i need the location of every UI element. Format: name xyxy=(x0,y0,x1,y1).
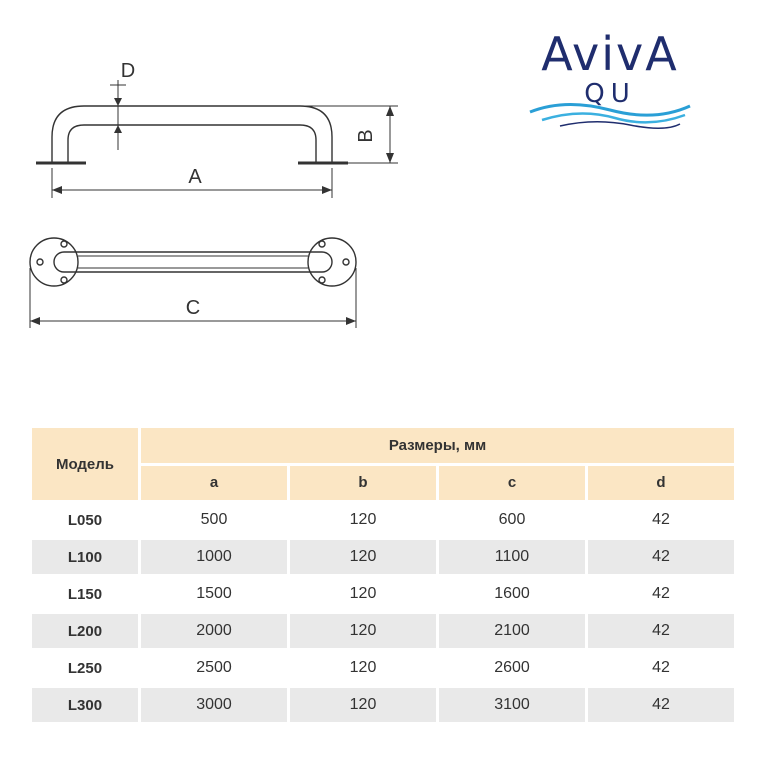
value-cell: 42 xyxy=(588,503,734,537)
model-cell: L300 xyxy=(32,688,138,722)
value-cell: 42 xyxy=(588,614,734,648)
value-cell: 42 xyxy=(588,540,734,574)
table-row xyxy=(32,688,734,722)
model-cell: L100 xyxy=(32,540,138,574)
value-cell: 120 xyxy=(290,540,436,574)
dimensions-table xyxy=(29,425,737,725)
value-cell: 42 xyxy=(588,651,734,685)
dim-label-c: C xyxy=(185,297,201,319)
value-cell: 1000 xyxy=(141,540,287,574)
dimensions-group-header: Размеры, мм xyxy=(141,428,734,463)
value-cell: 120 xyxy=(290,503,436,537)
column-header-a: a xyxy=(141,466,287,501)
value-cell: 1100 xyxy=(439,540,585,574)
value-cell: 120 xyxy=(290,651,436,685)
model-cell: L200 xyxy=(32,614,138,648)
value-cell: 500 xyxy=(141,503,287,537)
value-cell: 2600 xyxy=(439,651,585,685)
logo-bottom-text: QU xyxy=(584,79,636,109)
value-cell: 120 xyxy=(290,688,436,722)
value-cell: 42 xyxy=(588,688,734,722)
value-cell: 2500 xyxy=(141,651,287,685)
value-cell: 3000 xyxy=(141,688,287,722)
table-row xyxy=(32,540,734,574)
value-cell: 2000 xyxy=(141,614,287,648)
column-header-c: c xyxy=(439,466,585,501)
column-header-d: d xyxy=(588,466,734,501)
column-header-b: b xyxy=(290,466,436,501)
dim-label-a: A xyxy=(188,166,202,188)
value-cell: 120 xyxy=(290,577,436,611)
value-cell: 2100 xyxy=(439,614,585,648)
model-cell: L150 xyxy=(32,577,138,611)
value-cell: 3100 xyxy=(439,688,585,722)
model-cell: L050 xyxy=(32,503,138,537)
value-cell: 1600 xyxy=(439,577,585,611)
table-row xyxy=(32,651,734,685)
table-row xyxy=(32,614,734,648)
logo-wave-3 xyxy=(560,122,680,129)
dim-label-d: D xyxy=(120,60,136,82)
model-header: Модель xyxy=(32,428,138,500)
side-view xyxy=(36,80,398,198)
aviva-aqua-logo xyxy=(520,20,700,130)
logo-top-text: AvivA xyxy=(541,27,679,81)
table-row xyxy=(32,503,734,537)
value-cell: 120 xyxy=(290,614,436,648)
value-cell: 600 xyxy=(439,503,585,537)
model-cell: L250 xyxy=(32,651,138,685)
value-cell: 1500 xyxy=(141,577,287,611)
table-row xyxy=(32,577,734,611)
value-cell: 42 xyxy=(588,577,734,611)
dim-label-b: B xyxy=(355,129,377,143)
